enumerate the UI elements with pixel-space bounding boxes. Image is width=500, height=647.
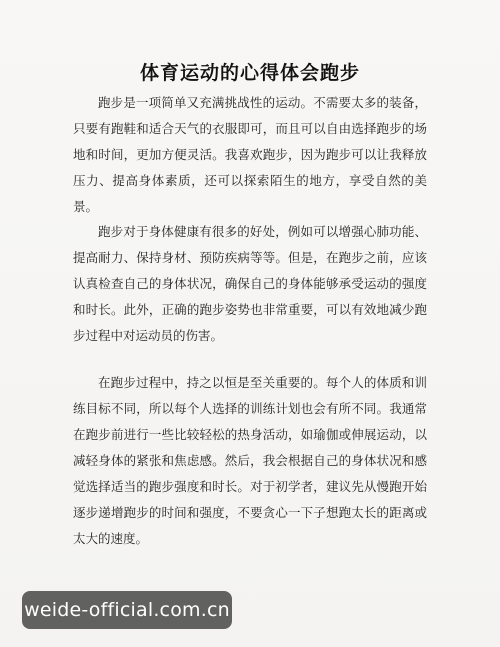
watermark-badge: weide-official.com.cn xyxy=(22,591,232,629)
paragraph-3: 在跑步过程中，持之以恒是至关重要的。每个人的体质和训练目标不同，所以每个人选择的训练计划也会有所不同。我通常在跑步前进行一些比较轻松的热身活动，如瑜伽或伸展运动，以减轻身体的紧张和焦虑感。然后，我会根据自己的身体状况和感觉选择适当的跑步强度和时长。对于初学者，建议先从慢跑开始逐步递增跑步的时间和强度，不要贪心一下子想跑太长的距离或太大的速度。 xyxy=(73,375,427,546)
paragraph-1: 跑步是一项简单又充满挑战性的运动。不需要太多的装备，只要有跑鞋和适合天气的衣服即可，而且可以自由选择跑步的场地和时间，更加方便灵活。我喜欢跑步，因为跑步可以让我释放压力、提高身体素质，还可以探索陌生的地方，享受自然的美景。 xyxy=(73,95,427,214)
paragraph-2: 跑步对于身体健康有很多的好处，例如可以增强心肺功能、提高耐力、保持身材、预防疾病等等。但是，在跑步之前，应该认真检查自己的身体状况，确保自己的身体能够承受运动的强度和时长。此外，正确的跑步姿势也非常重要，可以有效地减少跑步过程中对运动员的伤害。 xyxy=(73,224,427,343)
document-title: 体育运动的心得体会跑步 xyxy=(139,62,360,84)
